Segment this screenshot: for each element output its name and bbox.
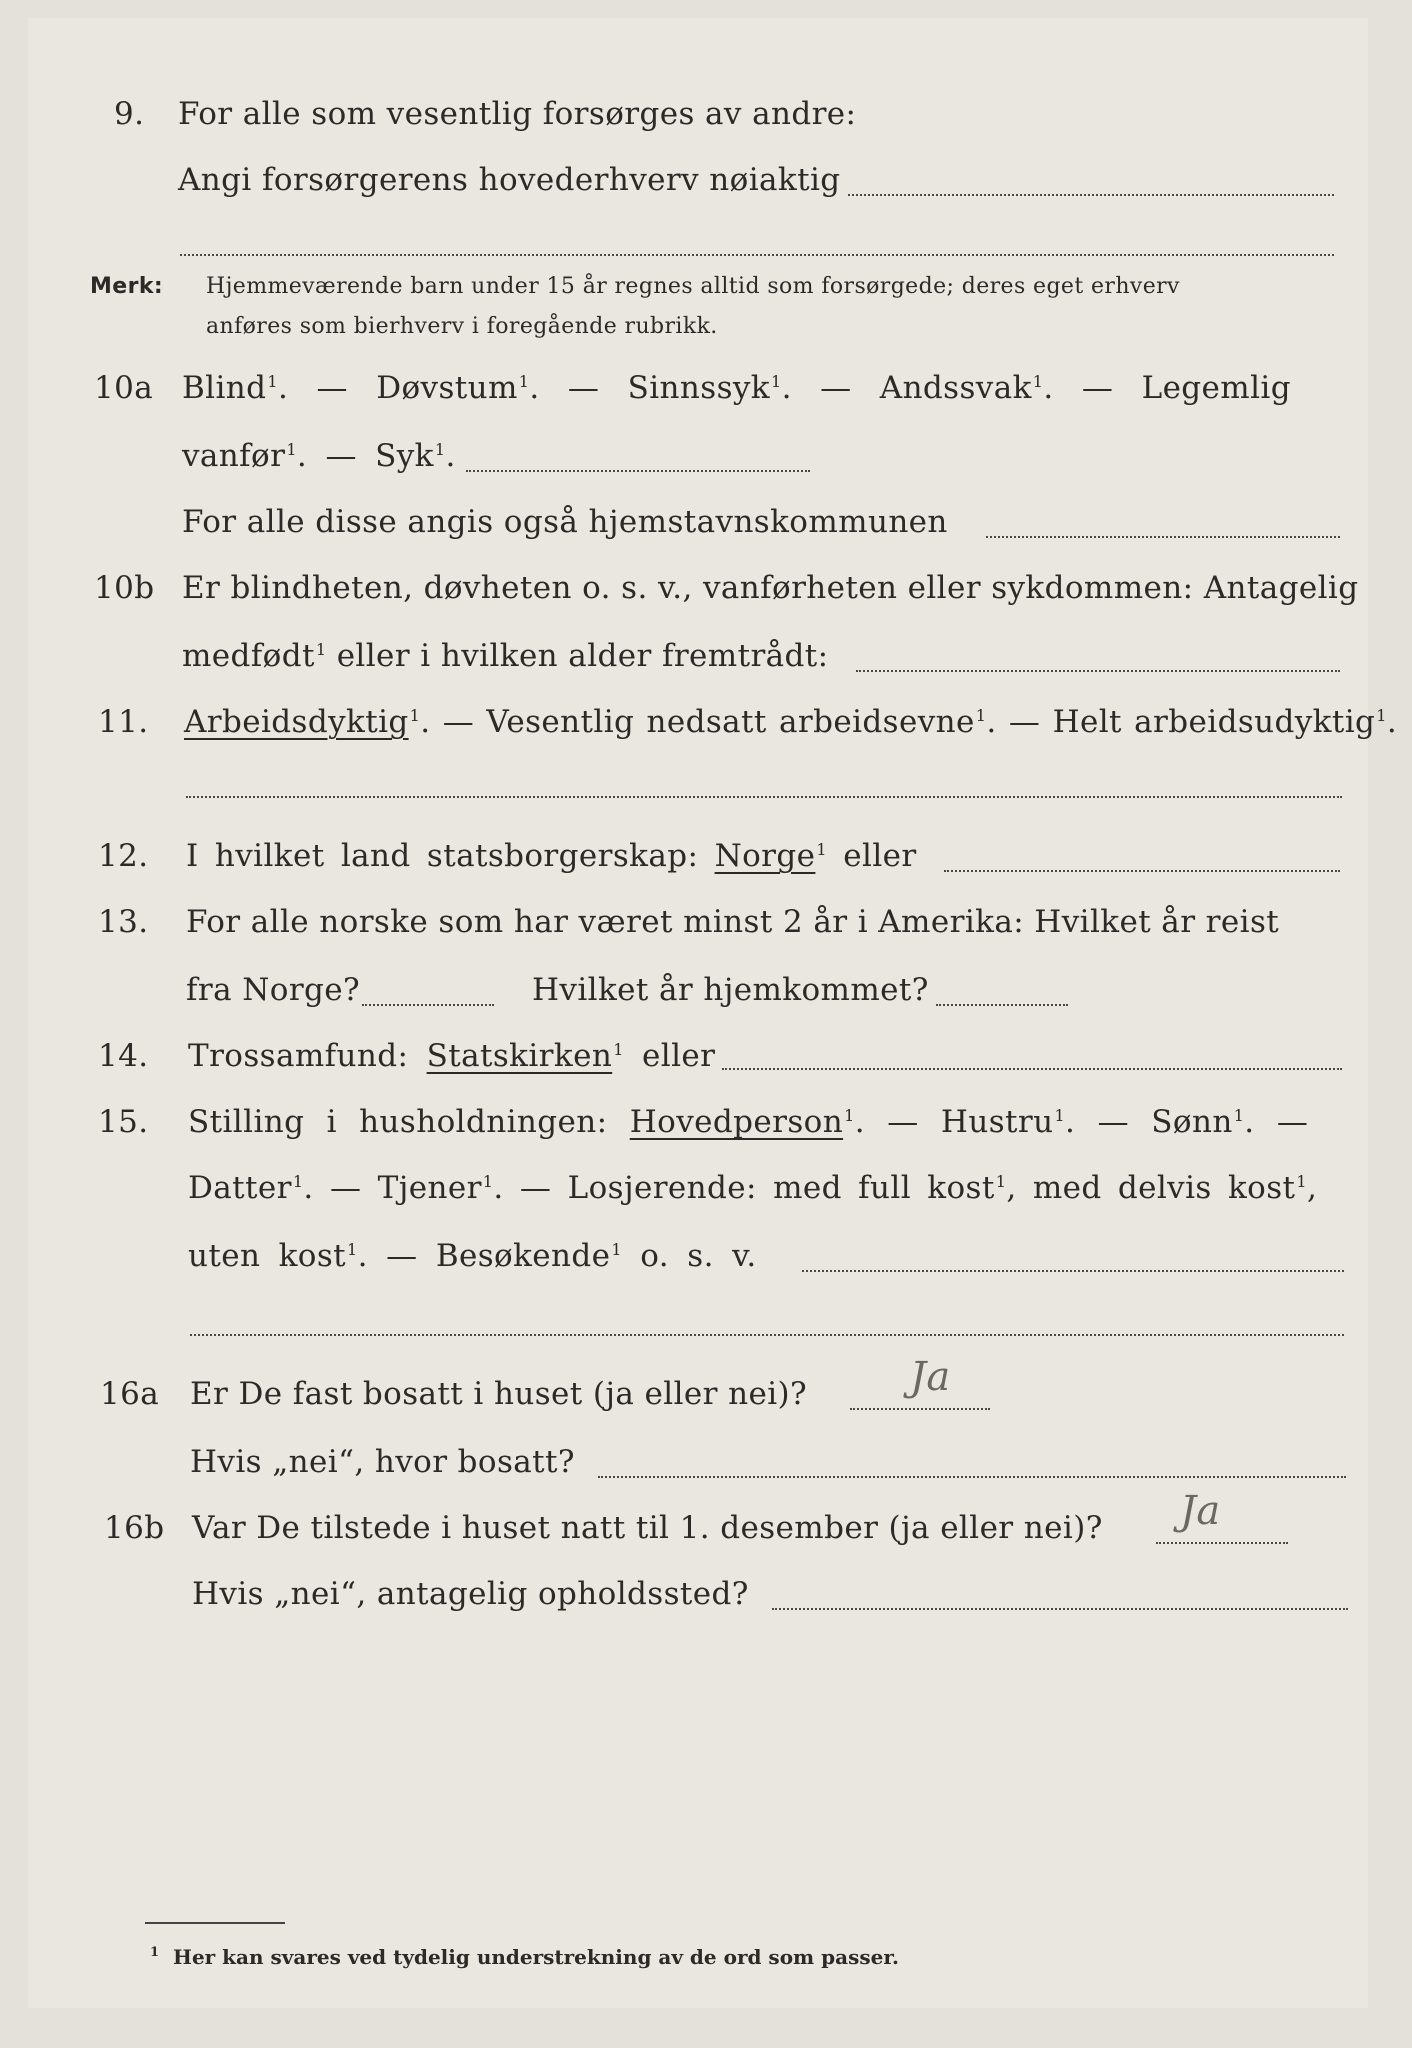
q14-answer-line[interactable]	[722, 1068, 1342, 1070]
q15-row-1: 15. Stilling i husholdningen: Hovedperson$^1$. — Hustru$^1$. — Sønn$^1$. —	[98, 1104, 1309, 1140]
q10a-number: 10a	[94, 370, 154, 406]
q13-number: 13.	[98, 904, 149, 940]
opt-uten-kost[interactable]: uten kost	[188, 1238, 347, 1274]
footnote	[150, 1945, 899, 1969]
opt-datter[interactable]: Datter	[188, 1170, 292, 1206]
q10b-row-1	[0, 570, 1412, 630]
q10a-row-1	[0, 370, 1412, 430]
opt-blind[interactable]: Blind	[182, 370, 267, 406]
q16b-opholdssted-line[interactable]	[772, 1608, 1348, 1610]
q10a-options: Blind$^1$. — Døvstum$^1$. — Sinnssyk$^1$. — Andssvak$^1$. — Legemlig	[182, 370, 1291, 406]
q9-row-1	[0, 96, 1412, 156]
q15-number: 15.	[98, 1104, 149, 1140]
q16a-text-2: Hvis „nei“, hvor bosatt?	[190, 1444, 575, 1480]
q11-answer-line[interactable]	[186, 796, 1342, 798]
opt-sonn[interactable]: Sønn	[1151, 1104, 1233, 1140]
q16a-text-1: Er De fast bosatt i huset (ja eller nei)?	[190, 1376, 808, 1412]
q14-number: 14.	[98, 1038, 149, 1074]
q15-row-3: uten kost$^1$. — Besøkende$^1$ o. s. v.	[0, 1238, 1412, 1298]
q16b-row-1	[0, 1488, 1412, 1570]
q13-reist-line[interactable]	[362, 1004, 494, 1006]
q13-text-1: For alle norske som har været minst 2 år i Amerika: Hvilket år reist	[186, 904, 1280, 940]
q9-answer-line[interactable]	[848, 194, 1334, 196]
opt-hovedperson[interactable]: Hovedperson	[629, 1104, 844, 1140]
q12-row: 12. I hvilket land statsborgerskap: Norge$^1$ eller	[0, 838, 1412, 898]
q13-row-2	[0, 972, 1412, 1032]
q9-text-2: Angi forsørgerens hovederhverv nøiaktig	[178, 162, 841, 198]
q14-row: 14. Trossamfund: Statskirken$^1$ eller	[0, 1038, 1412, 1098]
opt-legemlig[interactable]: Legemlig	[1141, 370, 1291, 406]
opt-andssvak[interactable]: Andssvak	[879, 370, 1032, 406]
footnote-rule	[145, 1922, 285, 1924]
q12-number: 12.	[98, 838, 149, 874]
footnote-text: Her kan svares ved tydelig understrekning av de ord som passer.	[173, 1945, 900, 1969]
q10a-row-2: vanfør$^1$. — Syk$^1$.	[0, 438, 1412, 498]
opt-tjener[interactable]: Tjener	[377, 1170, 482, 1206]
opt-delvis-kost[interactable]: med delvis kost	[1032, 1170, 1296, 1206]
opt-hustru[interactable]: Hustru	[940, 1104, 1054, 1140]
q9-answer-line-2[interactable]	[180, 254, 1334, 256]
q12-text: I hvilket land statsborgerskap:	[186, 838, 699, 874]
q13-fra-norge: fra Norge?	[186, 972, 361, 1008]
q10b-number: 10b	[94, 570, 155, 606]
opt-syk[interactable]: Syk	[375, 438, 434, 474]
q9-text-1: For alle som vesentlig forsørges av andre:	[178, 96, 857, 132]
q10b-answer-line[interactable]	[856, 670, 1340, 672]
q10a-answer-line[interactable]	[466, 470, 810, 472]
merk-text-2: anføres som bierhverv i foregående rubrikk.	[206, 314, 718, 339]
q15-answer-line[interactable]	[802, 1270, 1344, 1272]
q13-hjemkommet: Hvilket år hjemkommet?	[532, 972, 929, 1008]
opt-besokende[interactable]: Besøkende	[435, 1238, 611, 1274]
q15-label: Stilling i husholdningen:	[188, 1104, 608, 1140]
q9-number: 9.	[114, 96, 145, 132]
opt-sinnssyk[interactable]: Sinnssyk	[627, 370, 770, 406]
opt-nedsatt[interactable]: Vesentlig nedsatt arbeidsevne	[486, 704, 975, 740]
merk-row-2	[0, 314, 1412, 374]
opt-arbeidsdyktig[interactable]: Arbeidsdyktig	[184, 704, 409, 740]
q16b-answer-line[interactable]	[1156, 1542, 1288, 1544]
q14-label: Trossamfund:	[188, 1038, 409, 1074]
opt-norge[interactable]: Norge	[714, 838, 816, 874]
opt-vanfor[interactable]: vanfør	[182, 438, 286, 474]
q13-hjemkommet-line[interactable]	[936, 1004, 1068, 1006]
opt-eller: eller	[843, 838, 917, 874]
q13-row-1	[0, 904, 1412, 964]
q16b-handwritten-answer: Ja	[1180, 1488, 1221, 1534]
q16b-number: 16b	[104, 1510, 165, 1546]
q16a-answer-line[interactable]	[850, 1408, 990, 1410]
q16b-row-2	[0, 1576, 1412, 1636]
q16a-bosatt-line[interactable]	[598, 1476, 1346, 1478]
opt-dovstum[interactable]: Døvstum	[376, 370, 518, 406]
q16a-row-1	[0, 1354, 1412, 1436]
q11-row: 11. Arbeidsdyktig$^1$. — Vesentlig nedsatt arbeidsevne$^1$. — Helt arbeidsudyktig$^1$.	[98, 704, 1398, 740]
opt-full-kost[interactable]: med full kost	[773, 1170, 995, 1206]
footnote-mark: 1	[150, 1945, 160, 1961]
q10b-row-2: medfødt$^1$ eller i hvilken alder fremtrådt:	[0, 638, 1412, 698]
q10a-text-3: For alle disse angis også hjemstavnskommunen	[182, 504, 948, 540]
q10b-text-1: Er blindheten, døvheten o. s. v., vanførheten eller sykdommen: Antagelig	[182, 570, 1359, 606]
q9-row-2	[0, 162, 1412, 222]
opt-statskirken[interactable]: Statskirken	[426, 1038, 613, 1074]
q10b-text-2: eller i hvilken alder fremtrådt:	[336, 638, 829, 674]
merk-text-1: Hjemmeværende barn under 15 år regnes alltid som forsørgede; deres eget erhverv	[206, 274, 1180, 299]
q15-answer-line-2[interactable]	[190, 1334, 1344, 1336]
q16b-text-1: Var De tilstede i huset natt til 1. desember (ja eller nei)?	[192, 1510, 1103, 1546]
q16a-handwritten-answer: Ja	[910, 1354, 951, 1400]
opt-losjerende: Losjerende:	[567, 1170, 757, 1206]
opt-medfodt[interactable]: medfødt	[182, 638, 315, 674]
merk-label: Merk:	[90, 274, 164, 299]
q12-answer-line[interactable]	[944, 870, 1340, 872]
q16a-number: 16a	[100, 1376, 160, 1412]
q10a-row-3	[0, 504, 1412, 564]
q15-row-2: Datter$^1$. — Tjener$^1$. — Losjerende: med full kost$^1$, med delvis kost$^1$,	[188, 1170, 1318, 1206]
q11-number: 11.	[98, 704, 149, 740]
q16b-text-2: Hvis „nei“, antagelig opholdssted?	[192, 1576, 749, 1612]
q10a-hjemstavn-line[interactable]	[986, 536, 1340, 538]
opt-udyktig[interactable]: Helt arbeidsudyktig	[1052, 704, 1376, 740]
